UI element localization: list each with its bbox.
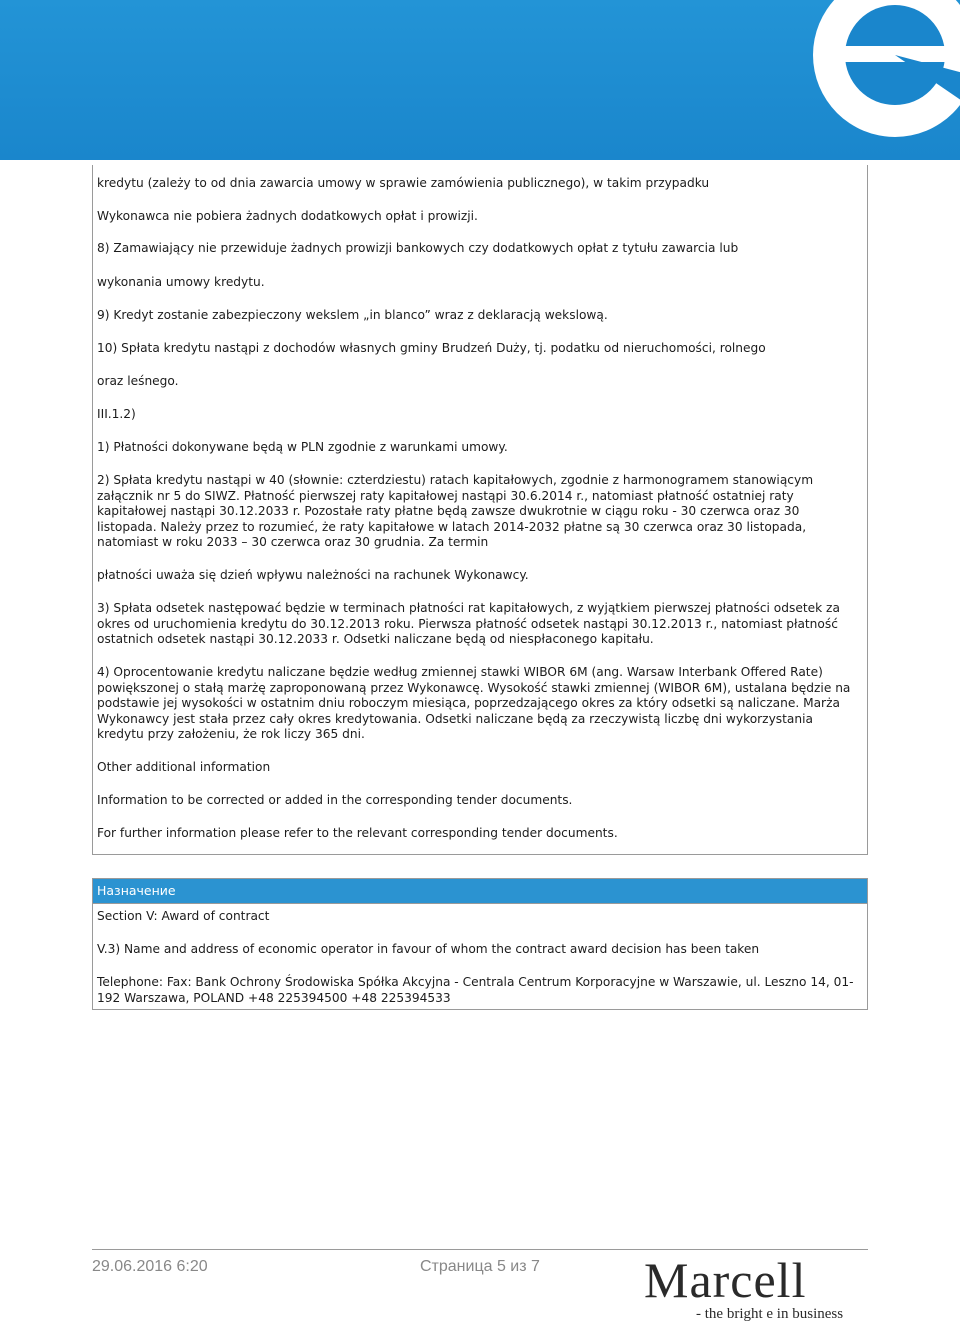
section-header: Назначение	[93, 879, 867, 903]
footer-divider	[92, 1249, 868, 1250]
footer-page-number: Страница 5 из 7	[420, 1258, 540, 1275]
operator-heading: V.3) Name and address of economic operator in favour of whom the contract award decision has been taken	[97, 942, 760, 956]
text-line: 9) Kredyt zostanie zabezpieczony wekslem „in blanco” wraz z deklaracją wekslową.	[97, 308, 608, 322]
marcell-logo	[640, 1254, 868, 1326]
repayment-paragraph: 2) Spłata kredytu nastąpi w 40 (słownie: czterdziestu) ratach kapitałowych, zgodnie z harmonogramem stanowiącym załącznik nr 5 do SIWZ. Płatność pierwszej raty kapitałowej nastąpi 30.6.2014 r., natomiast płatność ostatniej raty kapitałowej nastąpi 30.12.2033 r. Pozostałe raty płatne będą zawsze dwukrotnie w ciągu roku - 30 czerwca oraz 30 listopada. Należy przez to rozumieć, że raty kapitałowe w latach 2014-2032 płatne są 30 czerwca oraz 30 listopada, natomiast w roku 2033 – 30 czerwca oraz 30 grudnia. Za termin	[97, 473, 814, 549]
text-line: 1) Płatności dokonywane będą w PLN zgodnie z warunkami umowy.	[97, 440, 508, 454]
text-line: 10) Spłata kredytu nastąpi z dochodów własnych gminy Brudzeń Duży, tj. podatku od nieruchomości, rolnego	[97, 341, 766, 355]
section-title: Section V: Award of contract	[97, 909, 270, 923]
interest-rate-paragraph: 4) Oprocentowanie kredytu naliczane będzie według zmiennej stawki WIBOR 6M (ang. Warsaw Interbank Offered Rate) powiększonej o stałą marżę zaproponowaną przez Wykonawcę. Wysokość stawki zmiennej (WIBOR 6M), ustalana będzie na podstawie jej wysokości w ostatnim dniu roboczym miesiąca, poprzedzającego okres za który odsetki są naliczane. Marża Wykonawcy jest stała przez cały okres kredytowania. Odsetki naliczane będą za rzeczywistą liczbę dni wykorzystania kredytu przy założeniu, że rok liczy 365 dni.	[97, 665, 851, 741]
text-line: III.1.2)	[97, 407, 136, 421]
other-info-label: Other additional information	[97, 760, 271, 774]
logo-tagline: - the bright e in business	[696, 1306, 844, 1322]
text-line: oraz leśnego.	[97, 374, 179, 388]
divider	[93, 903, 867, 904]
text-line: kredytu (zależy to od dnia zawarcia umowy w sprawie zamówienia publicznego), w takim przypadku	[97, 176, 710, 190]
top-banner	[0, 0, 960, 160]
e-swirl-icon	[800, 0, 960, 150]
text-line: wykonania umowy kredytu.	[97, 275, 265, 289]
correction-note: Information to be corrected or added in the corresponding tender documents.	[97, 793, 573, 807]
payment-day-paragraph: płatności uważa się dzień wpływu należności na rachunek Wykonawcy.	[97, 568, 529, 582]
footer-datetime: 29.06.2016 6:20	[92, 1258, 208, 1275]
text-line: 8) Zamawiający nie przewiduje żadnych prowizji bankowych czy dodatkowych opłat z tytułu zawarcia lub	[97, 241, 739, 255]
further-info-note: For further information please refer to the relevant corresponding tender documents.	[97, 826, 618, 840]
operator-contact: Telephone: Fax: Bank Ochrony Środowiska Spółka Akcyjna - Centrala Centrum Korporacyjne w Warszawie, ul. Leszno 14, 01-192 Warszawa, POLAND +48 225394500 +48 225394533	[97, 975, 854, 1005]
text-line: Wykonawca nie pobiera żadnych dodatkowych opłat i prowizji.	[97, 209, 478, 223]
interest-paragraph: 3) Spłata odsetek następować będzie w terminach płatności rat kapitałowych, z wyjątkiem pierwszej płatności odsetek za okres od uruchomienia kredytu do 30.12.2013 roku. Pierwsza płatność odsetek nastąpi 30.12.2013 r., natomiast płatność ostatnich odsetek nastąpi 30.12.2033 r. Odsetki naliczane będą od niespłaconego kapitału.	[97, 601, 840, 646]
logo-wordmark: Marcell	[644, 1252, 807, 1308]
